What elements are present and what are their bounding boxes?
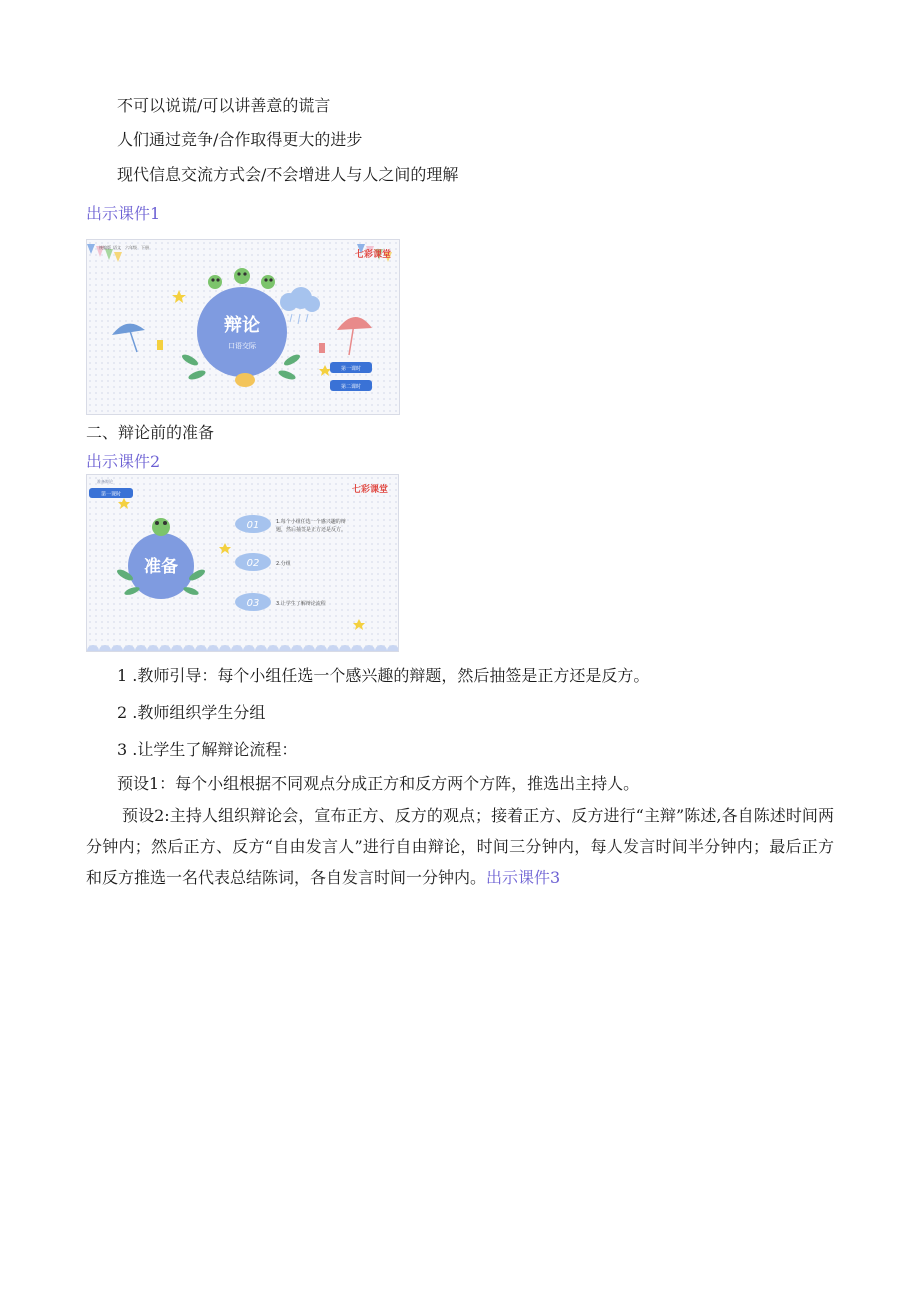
lesson-2-button[interactable] xyxy=(330,380,372,391)
step-2: 2 .教师组织学生分组 xyxy=(117,703,266,722)
preset-2-text: 预设2:主持人组织辩论会，宣布正方、反方的观点；接着正方、反方进行“主辩”陈述,各自陈述时间两分钟内；然后正方、反方“自由发言人”进行自由辩论，时间三分钟内，每人发言时间半分钟内；最后正方和反方推选一名代表总结陈词，各自发言时间一分钟内。 xyxy=(86,806,834,887)
intro-line-3: 现代信息交流方式会/不会增进人与人之间的理解 xyxy=(117,165,459,184)
courseware-2-link[interactable]: 出示课件2 xyxy=(86,452,161,471)
courseware-3-link[interactable]: 出示课件3 xyxy=(486,868,561,887)
nav-tab: 下册 xyxy=(141,245,149,250)
nav-tab: 统编版 xyxy=(99,245,111,250)
cloud-icon xyxy=(280,287,320,324)
slide-2-logo: 七彩课堂 xyxy=(352,485,389,495)
frog-icon xyxy=(152,518,170,536)
frog-icon xyxy=(208,268,275,289)
item-text: 3.让学生了解辩论流程 xyxy=(276,601,326,607)
nav-tab: 语文 xyxy=(113,245,121,250)
courseware-1-slide xyxy=(86,239,400,415)
preset-1: 预设1：每个小组根据不同观点分成正方和反方两个方阵，推选出主持人。 xyxy=(117,774,640,793)
slide-logo: 七彩课堂 xyxy=(355,250,392,260)
slide-2-artwork xyxy=(87,475,398,651)
umbrella-icon xyxy=(112,324,145,352)
slide-title: 辩论 xyxy=(224,315,260,336)
step-1: 1 .教师引导：每个小组任选一个感兴趣的辩题，然后抽签是正方还是反方。 xyxy=(117,666,650,685)
slide-subtitle: 口语交际 xyxy=(228,342,256,350)
item-number: 01 xyxy=(246,520,260,531)
top-lesson-button[interactable] xyxy=(89,488,133,498)
lesson-2-label: 第二课时 xyxy=(340,384,362,390)
step-3: 3 .让学生了解辩论流程： xyxy=(117,740,298,759)
courseware-1-link[interactable]: 出示课件1 xyxy=(86,204,161,223)
preset-2-paragraph xyxy=(86,800,834,893)
nav-tab: 六年级 xyxy=(125,245,137,250)
slide-1-artwork xyxy=(87,240,399,414)
item-number: 02 xyxy=(246,558,260,569)
scalloped-border xyxy=(87,645,398,651)
intro-line-2: 人们通过竞争/合作取得更大的进步 xyxy=(117,130,363,149)
top-lesson-label: 第一课时 xyxy=(100,491,122,498)
lesson-1-button[interactable] xyxy=(330,362,372,373)
intro-line-1: 不可以说谎/可以讲善意的谎言 xyxy=(117,96,331,115)
slide-2-title: 准备 xyxy=(144,557,178,577)
umbrella-icon xyxy=(337,317,372,355)
boot-icon xyxy=(157,340,163,350)
lesson-1-label: 第一课时 xyxy=(340,366,362,372)
snail-icon xyxy=(235,373,255,387)
item-text: 2.分组 xyxy=(276,561,291,567)
item-03 xyxy=(235,593,326,611)
item-01 xyxy=(235,515,346,533)
boot-icon xyxy=(319,343,325,353)
courseware-2-slide xyxy=(86,474,399,652)
item-number: 03 xyxy=(246,598,260,609)
section-2-heading: 二、辩论前的准备 xyxy=(86,423,215,442)
item-text: 题，然后抽签是正方还是反方。 xyxy=(276,527,347,533)
item-02 xyxy=(235,553,291,571)
slide-2-top-title: 准备辩论 xyxy=(97,479,113,484)
item-text: 1.每个小组任选一个感兴趣的辩 xyxy=(276,519,346,525)
